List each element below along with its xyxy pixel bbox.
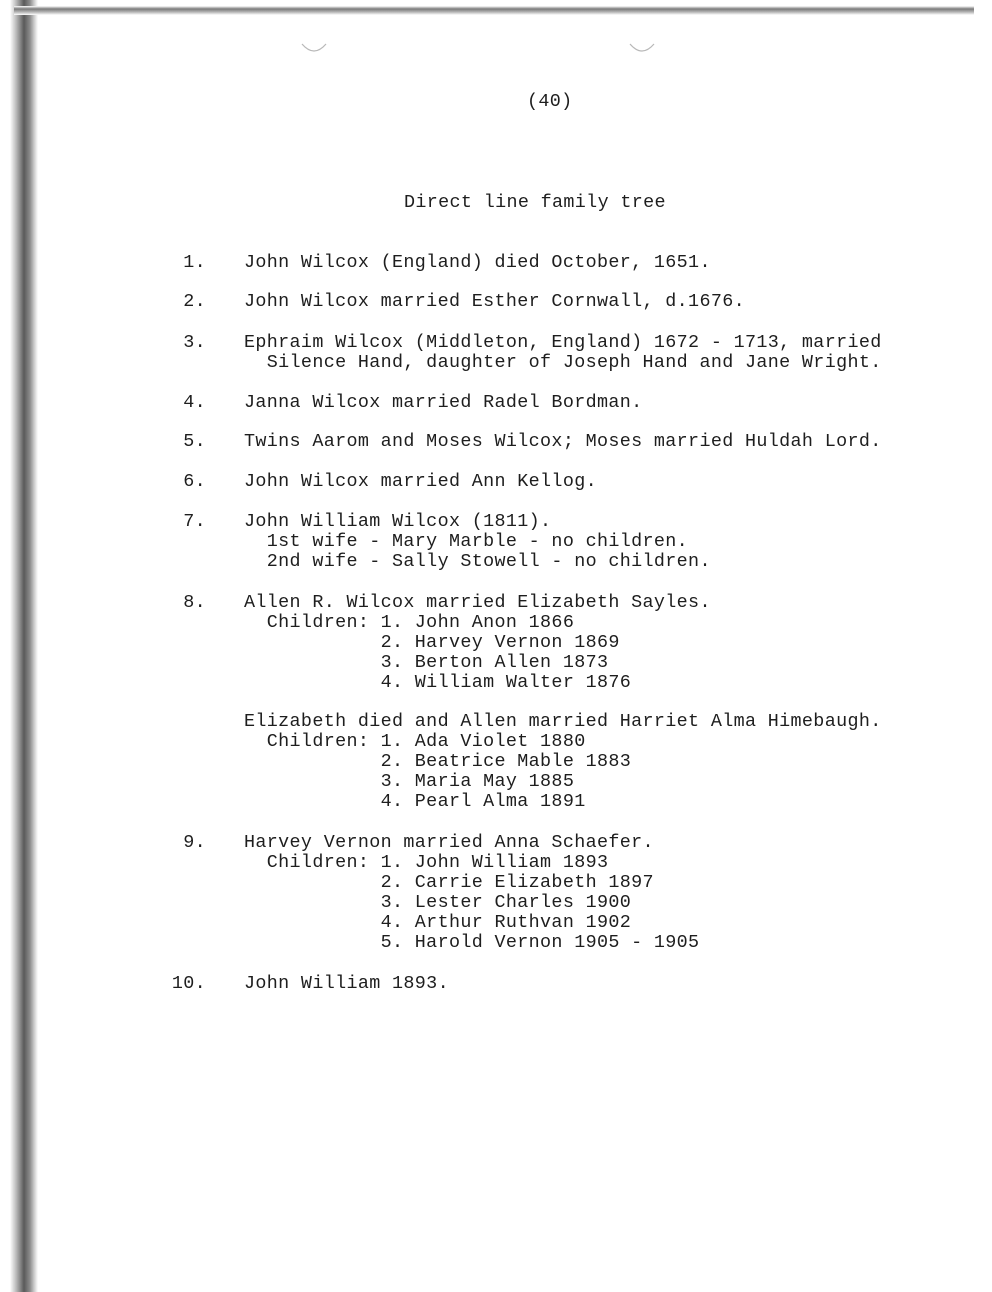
entry-text: Janna Wilcox married Radel Bordman. [244, 392, 643, 413]
child-line: 2. Carrie Elizabeth 1897 [244, 872, 654, 893]
entry-text: Harvey Vernon married Anna Schaefer. [244, 832, 654, 853]
entry-text: John Wilcox married Ann Kellog. [244, 471, 597, 492]
child-line: 4. Arthur Ruthvan 1902 [244, 912, 632, 933]
entry-number: 1. [183, 252, 206, 273]
entry-text: John Wilcox married Esther Cornwall, d.1676. [244, 291, 745, 312]
entry-text: John William 1893. [244, 973, 449, 994]
child-line: Children: 1. John William 1893 [244, 852, 609, 873]
entry-number: 4. [183, 392, 206, 413]
entry-number: 3. [183, 332, 206, 353]
page-title: Direct line family tree [404, 192, 666, 213]
child-line: 3. Maria May 1885 [244, 771, 575, 792]
entry-number: 8. [183, 592, 206, 613]
entry-number: 9. [183, 832, 206, 853]
child-line: 2. Beatrice Mable 1883 [244, 751, 632, 772]
entry-text: Ephraim Wilcox (Middleton, England) 1672 - 1713, married [244, 332, 882, 353]
entry-number: 7. [183, 511, 206, 532]
child-line: 3. Lester Charles 1900 [244, 892, 632, 913]
entry-number: 10. [171, 973, 206, 994]
child-line: 4. William Walter 1876 [244, 672, 632, 693]
entry-number: 6. [183, 471, 206, 492]
entry-number: 5. [183, 431, 206, 452]
entry-text: Silence Hand, daughter of Joseph Hand and Jane Wright. [244, 352, 882, 373]
entry-text: Allen R. Wilcox married Elizabeth Sayles. [244, 592, 711, 613]
child-line: 2. Harvey Vernon 1869 [244, 632, 620, 653]
scan-edge-top [14, 6, 974, 15]
punch-mark-right [628, 42, 656, 56]
scan-edge-left [0, 0, 38, 1292]
entry-text: Elizabeth died and Allen married Harriet Alma Himebaugh. [244, 711, 882, 732]
entry-text: John William Wilcox (1811). [244, 511, 552, 532]
child-line: 4. Pearl Alma 1891 [244, 791, 586, 812]
entry-number: 2. [183, 291, 206, 312]
child-line: 3. Berton Allen 1873 [244, 652, 609, 673]
entry-text: 1st wife - Mary Marble - no children. [244, 531, 689, 552]
entry-text: 2nd wife - Sally Stowell - no children. [244, 551, 711, 572]
child-line: 5. Harold Vernon 1905 - 1905 [244, 932, 700, 953]
punch-mark-left [300, 42, 328, 56]
child-line: Children: 1. Ada Violet 1880 [244, 731, 586, 752]
child-line: Children: 1. John Anon 1866 [244, 612, 575, 633]
page-number: (40) [527, 91, 573, 112]
entry-text: John Wilcox (England) died October, 1651. [244, 252, 711, 273]
entry-text: Twins Aarom and Moses Wilcox; Moses married Huldah Lord. [244, 431, 882, 452]
